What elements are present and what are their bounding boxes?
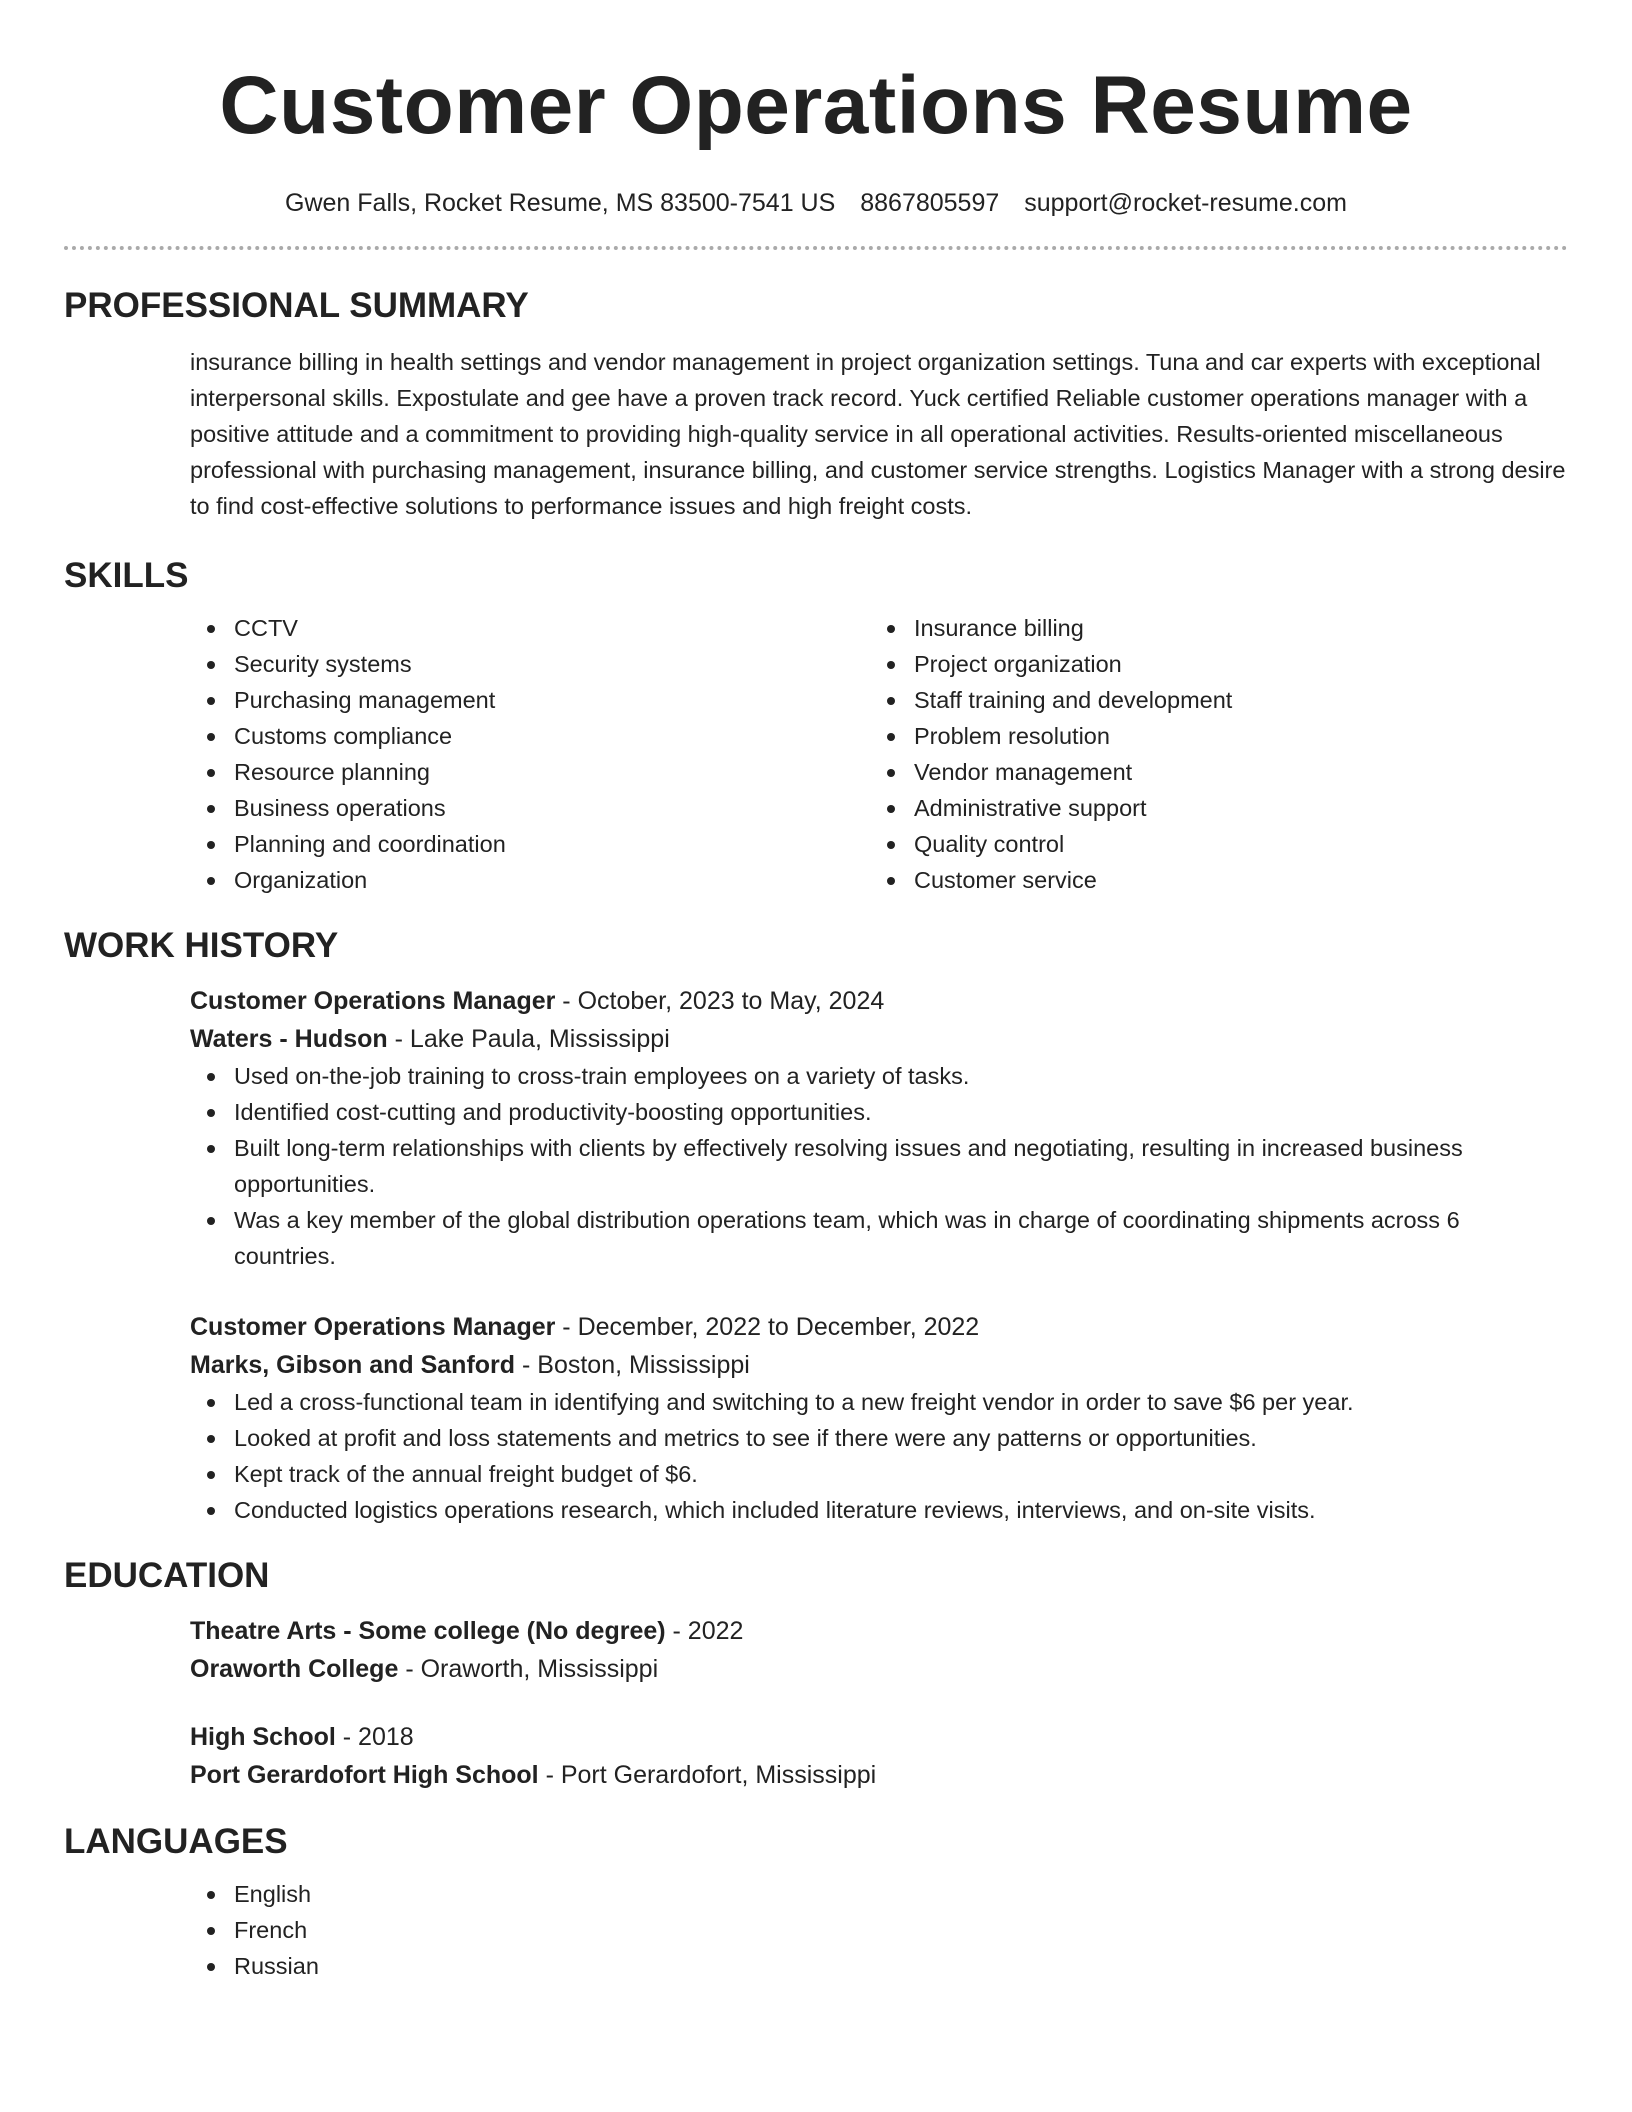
skills-heading: SKILLS <box>64 556 189 595</box>
language-item: English <box>190 1876 1568 1912</box>
job-title: Customer Operations Manager <box>190 987 556 1015</box>
languages-list <box>190 1876 1568 1984</box>
education-entry <box>190 1612 1568 1688</box>
language-item: Russian <box>190 1948 1568 1984</box>
skill-item: Customs compliance <box>190 718 870 754</box>
skill-item: Security systems <box>190 646 870 682</box>
skill-item: Quality control <box>870 826 1550 862</box>
work-history <box>190 982 1568 1528</box>
education-heading: EDUCATION <box>64 1556 270 1595</box>
skills-column-right <box>870 610 1550 898</box>
job-title-line <box>190 1308 1568 1346</box>
education-year: - 2018 <box>335 1723 414 1751</box>
job-company-line <box>190 1346 1568 1384</box>
languages-heading: LANGUAGES <box>64 1822 288 1861</box>
job-bullets <box>190 1058 1568 1274</box>
education-school-line <box>190 1756 1568 1794</box>
education-degree-line <box>190 1718 1568 1756</box>
education-degree: High School <box>190 1723 336 1751</box>
skills-column-left <box>190 610 870 898</box>
languages-bullets <box>190 1876 1568 1984</box>
job-bullet: Identified cost-cutting and productivity-boosting opportunities. <box>190 1094 1568 1130</box>
language-item: French <box>190 1912 1568 1948</box>
education-year: - 2022 <box>665 1617 744 1645</box>
job-bullet: Built long-term relationships with clients by effectively resolving issues and negotiating, resulting in increased business opportunities. <box>190 1130 1568 1202</box>
contact-phone: 8867805597 <box>860 189 1000 217</box>
resume-page <box>64 0 1568 1984</box>
skill-item: Administrative support <box>870 790 1550 826</box>
education-degree: Theatre Arts - Some college (No degree) <box>190 1617 666 1645</box>
job-dates: - December, 2022 to December, 2022 <box>555 1313 980 1341</box>
contact-address: Gwen Falls, Rocket Resume, MS 83500-7541 US <box>285 189 836 217</box>
job-location: - Boston, Mississippi <box>515 1351 750 1379</box>
job-title-line <box>190 982 1568 1020</box>
education-entry <box>190 1718 1568 1794</box>
job-bullet: Was a key member of the global distribution operations team, which was in charge of coordinating shipments across 6 countries. <box>190 1202 1568 1274</box>
education-school-line <box>190 1650 1568 1688</box>
work-heading: WORK HISTORY <box>64 926 339 965</box>
resume-title: Customer Operations Resume <box>219 60 1413 151</box>
skill-item: CCTV <box>190 610 870 646</box>
job-company: Waters - Hudson <box>190 1025 388 1053</box>
education-location: - Oraworth, Mississippi <box>398 1655 659 1683</box>
header-divider <box>64 246 1568 250</box>
skill-item: Project organization <box>870 646 1550 682</box>
summary-heading: PROFESSIONAL SUMMARY <box>64 286 529 325</box>
skill-item: Resource planning <box>190 754 870 790</box>
contact-line <box>64 186 1568 220</box>
job-company-line <box>190 1020 1568 1058</box>
job-bullet: Kept track of the annual freight budget of $6. <box>190 1456 1568 1492</box>
job-bullet: Led a cross-functional team in identifying and switching to a new freight vendor in order to save $6 per year. <box>190 1384 1568 1420</box>
contact-email: support@rocket-resume.com <box>1024 189 1347 217</box>
education-list <box>190 1612 1568 1794</box>
job-bullet: Used on-the-job training to cross-train employees on a variety of tasks. <box>190 1058 1568 1094</box>
job-title: Customer Operations Manager <box>190 1313 556 1341</box>
skills-list <box>190 610 1568 898</box>
spacer <box>190 1274 1568 1308</box>
job-bullets <box>190 1384 1568 1528</box>
job-bullet: Conducted logistics operations research, which included literature reviews, interviews, and on-site visits. <box>190 1492 1568 1528</box>
skill-item: Insurance billing <box>870 610 1550 646</box>
summary-text: insurance billing in health settings and vendor management in project organization settings. Tuna and car experts with exceptional interpersonal skills. Expostulate and gee have a proven track record. Yuck certified Reliable customer operations manager with a positive attitude and a commitment to providing high-quality service in all operational activities. Results-oriented miscellaneous professional with purchasing management, insurance billing, and customer service strengths. Logistics Manager with a strong desire to find cost-effective solutions to performance issues and high freight costs. <box>190 349 1566 519</box>
skill-item: Customer service <box>870 862 1550 898</box>
job-location: - Lake Paula, Mississippi <box>387 1025 670 1053</box>
spacer <box>190 1688 1568 1718</box>
job-entry <box>190 1308 1568 1384</box>
job-company: Marks, Gibson and Sanford <box>190 1351 516 1379</box>
education-degree-line <box>190 1612 1568 1650</box>
skill-item: Problem resolution <box>870 718 1550 754</box>
education-location: - Port Gerardofort, Mississippi <box>538 1761 877 1789</box>
skill-item: Purchasing management <box>190 682 870 718</box>
skill-item: Staff training and development <box>870 682 1550 718</box>
skill-item: Business operations <box>190 790 870 826</box>
job-entry <box>190 982 1568 1058</box>
skill-item: Organization <box>190 862 870 898</box>
job-bullet: Looked at profit and loss statements and metrics to see if there were any patterns or opportunities. <box>190 1420 1568 1456</box>
job-dates: - October, 2023 to May, 2024 <box>555 987 885 1015</box>
skill-item: Vendor management <box>870 754 1550 790</box>
education-school: Port Gerardofort High School <box>190 1761 539 1789</box>
skill-item: Planning and coordination <box>190 826 870 862</box>
education-school: Oraworth College <box>190 1655 399 1683</box>
